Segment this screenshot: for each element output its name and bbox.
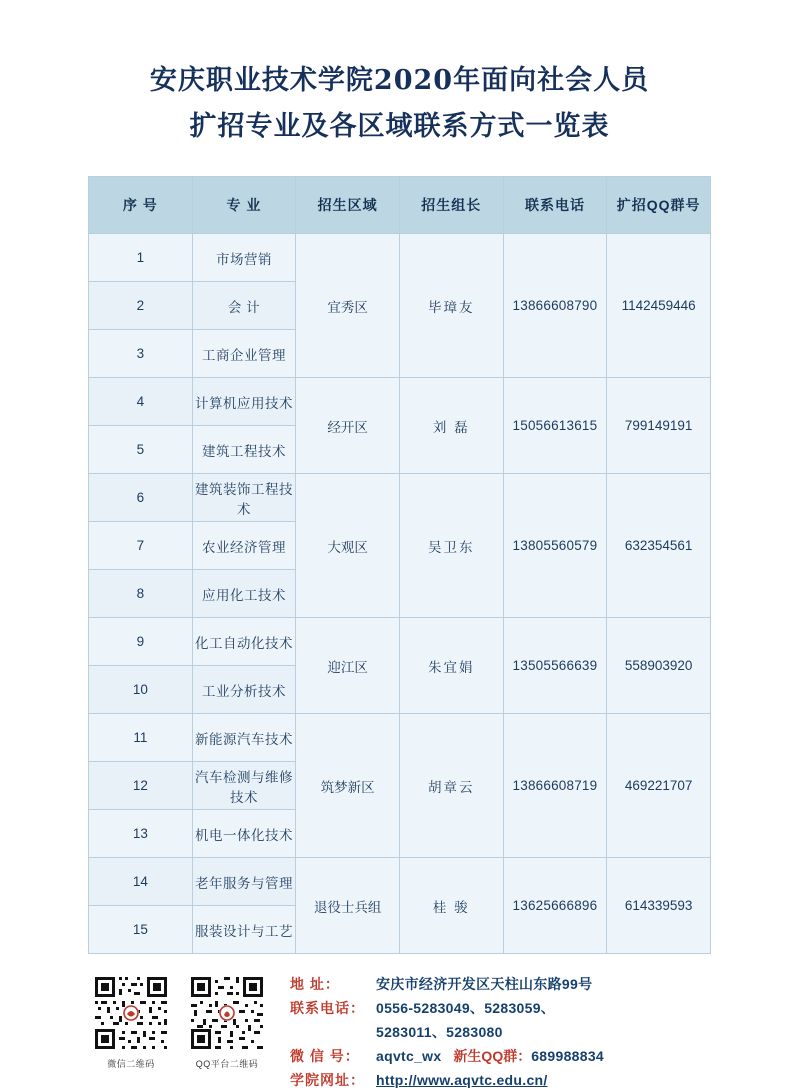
th-qq: 扩招QQ群号 xyxy=(607,177,711,234)
cell-index: 3 xyxy=(89,330,193,378)
contact-website-row xyxy=(290,1068,604,1092)
cell-major: 机电一体化技术 xyxy=(192,810,296,858)
cell-leader: 桂 骏 xyxy=(399,858,503,954)
cell-index: 15 xyxy=(89,906,193,954)
th-phone: 联系电话 xyxy=(503,177,607,234)
wechat-label: 微 信 号： xyxy=(290,1048,360,1064)
table-row xyxy=(89,618,711,666)
cell-index: 5 xyxy=(89,426,193,474)
wechat-qr-item xyxy=(92,974,170,1070)
cell-region: 筑梦新区 xyxy=(296,714,400,858)
cell-major: 计算机应用技术 xyxy=(192,378,296,426)
th-leader: 招生组长 xyxy=(399,177,503,234)
wechat-value: aqvtc_wx xyxy=(376,1048,442,1064)
cell-index: 9 xyxy=(89,618,193,666)
contact-phone-row-cont xyxy=(290,1020,604,1044)
cell-major: 建筑装饰工程技术 xyxy=(192,474,296,522)
cell-index: 6 xyxy=(89,474,193,522)
table-row xyxy=(89,234,711,282)
enrollment-table xyxy=(88,176,711,954)
cell-major: 工商企业管理 xyxy=(192,330,296,378)
contact-address-row xyxy=(290,972,604,996)
cell-index: 12 xyxy=(89,762,193,810)
cell-phone: 13866608790 xyxy=(503,234,607,378)
wechat-qr-icon xyxy=(92,974,170,1052)
contact-wechat-row xyxy=(290,1044,604,1068)
cell-index: 8 xyxy=(89,570,193,618)
cell-major: 老年服务与管理 xyxy=(192,858,296,906)
enrollment-table-wrapper xyxy=(88,176,711,954)
cell-region: 退役士兵组 xyxy=(296,858,400,954)
table-row xyxy=(89,474,711,522)
footer xyxy=(88,970,711,1092)
cell-index: 11 xyxy=(89,714,193,762)
th-index: 序 号 xyxy=(89,177,193,234)
cell-qq: 799149191 xyxy=(607,378,711,474)
cell-leader: 吴卫东 xyxy=(399,474,503,618)
table-header-row xyxy=(89,177,711,234)
cell-phone: 15056613615 xyxy=(503,378,607,474)
newqq-label: 新生QQ群： xyxy=(453,1048,532,1064)
address-label: 地 址： xyxy=(290,976,340,992)
cell-qq: 469221707 xyxy=(607,714,711,858)
th-major: 专 业 xyxy=(192,177,296,234)
cell-major: 市场营销 xyxy=(192,234,296,282)
cell-major: 化工自动化技术 xyxy=(192,618,296,666)
cell-index: 7 xyxy=(89,522,193,570)
cell-phone: 13625666896 xyxy=(503,858,607,954)
website-value[interactable]: http://www.aqvtc.edu.cn/ xyxy=(376,1072,548,1088)
cell-major: 服装设计与工艺 xyxy=(192,906,296,954)
wechat-qr-caption: 微信二维码 xyxy=(107,1059,155,1069)
cell-index: 4 xyxy=(89,378,193,426)
qq-qr-icon xyxy=(188,974,266,1052)
phone-value-line2: 5283011、5283080 xyxy=(376,1024,503,1040)
table-row xyxy=(89,858,711,906)
cell-major: 农业经济管理 xyxy=(192,522,296,570)
qq-qr-item xyxy=(188,974,266,1070)
cell-index: 14 xyxy=(89,858,193,906)
website-label: 学院网址： xyxy=(290,1072,365,1088)
cell-major: 工业分析技术 xyxy=(192,666,296,714)
cell-index: 1 xyxy=(89,234,193,282)
cell-major: 建筑工程技术 xyxy=(192,426,296,474)
contact-info xyxy=(290,970,604,1092)
title-line-2: 扩招专业及各区域联系方式一览表 xyxy=(189,111,610,142)
cell-qq: 1142459446 xyxy=(607,234,711,378)
table-row xyxy=(89,714,711,762)
address-value: 安庆市经济开发区天柱山东路99号 xyxy=(376,976,593,992)
title-line-1: 安庆职业技术学院2020年面向社会人员 xyxy=(149,65,650,96)
cell-major: 会 计 xyxy=(192,282,296,330)
cell-leader: 朱宜娟 xyxy=(399,618,503,714)
cell-phone: 13805560579 xyxy=(503,474,607,618)
cell-leader: 毕璋友 xyxy=(399,234,503,378)
cell-leader: 胡章云 xyxy=(399,714,503,858)
page-title xyxy=(0,0,799,150)
cell-qq: 614339593 xyxy=(607,858,711,954)
qr-code-group xyxy=(88,970,266,1070)
cell-major: 新能源汽车技术 xyxy=(192,714,296,762)
cell-major: 应用化工技术 xyxy=(192,570,296,618)
cell-qq: 632354561 xyxy=(607,474,711,618)
cell-region: 宜秀区 xyxy=(296,234,400,378)
cell-index: 2 xyxy=(89,282,193,330)
qq-qr-caption: QQ平台二维码 xyxy=(195,1059,259,1069)
cell-leader: 刘 磊 xyxy=(399,378,503,474)
cell-region: 迎江区 xyxy=(296,618,400,714)
cell-index: 13 xyxy=(89,810,193,858)
cell-region: 经开区 xyxy=(296,378,400,474)
table-body xyxy=(89,234,711,954)
table-row xyxy=(89,378,711,426)
cell-major: 汽车检测与维修技术 xyxy=(192,762,296,810)
phone-value-line1: 0556-5283049、5283059、 xyxy=(376,1000,556,1016)
th-region: 招生区域 xyxy=(296,177,400,234)
phone-label: 联系电话： xyxy=(290,1000,365,1016)
newqq-value: 689988834 xyxy=(531,1048,604,1064)
cell-qq: 558903920 xyxy=(607,618,711,714)
cell-region: 大观区 xyxy=(296,474,400,618)
cell-phone: 13505566639 xyxy=(503,618,607,714)
cell-phone: 13866608719 xyxy=(503,714,607,858)
contact-phone-row xyxy=(290,996,604,1020)
cell-index: 10 xyxy=(89,666,193,714)
table-header xyxy=(89,177,711,234)
